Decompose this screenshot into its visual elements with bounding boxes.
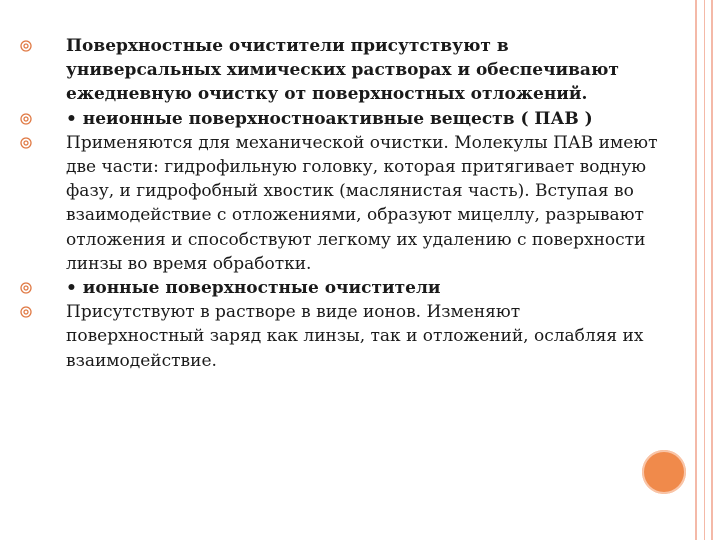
list-item-text: Присутствуют в растворе в виде ионов. Изменяют поверхностный заряд как линзы, так и отложений, ослабляя их взаимодействие. [66, 302, 644, 371]
list-item [20, 107, 660, 131]
bullet-list [20, 34, 660, 373]
target-bullet-icon [20, 282, 32, 294]
right-border-line [695, 0, 697, 540]
list-item [20, 131, 660, 276]
target-bullet-icon [20, 113, 32, 125]
list-item-text: Применяются для механической очистки. Молекулы ПАВ имеют две части: гидрофильную головку, которая притягивает водную фазу, и гидрофобный хвостик (маслянистая часть). Вступая во взаимодействие с отложениями, образуют мицеллу, разрывают отложения и способствуют легкому их удалению с поверхности линзы во время обработки. [66, 132, 658, 274]
target-bullet-icon [20, 40, 32, 52]
list-item [20, 34, 660, 107]
right-border-line [711, 0, 713, 540]
target-bullet-icon [20, 306, 32, 318]
orange-circle-decoration [642, 450, 686, 494]
list-item-text: • ионные поверхностные очистители [66, 278, 441, 299]
list-item-text: • неионные поверхностноактивные веществ ( ПАВ ) [66, 108, 593, 129]
list-item [20, 300, 660, 373]
target-bullet-icon [20, 137, 32, 149]
list-item [20, 276, 660, 300]
list-item-text: Поверхностные очистители присутствуют в универсальных химических растворах и обеспечивают ежедневную очистку от поверхностных отложений. [66, 36, 619, 105]
right-border-line [704, 0, 705, 540]
